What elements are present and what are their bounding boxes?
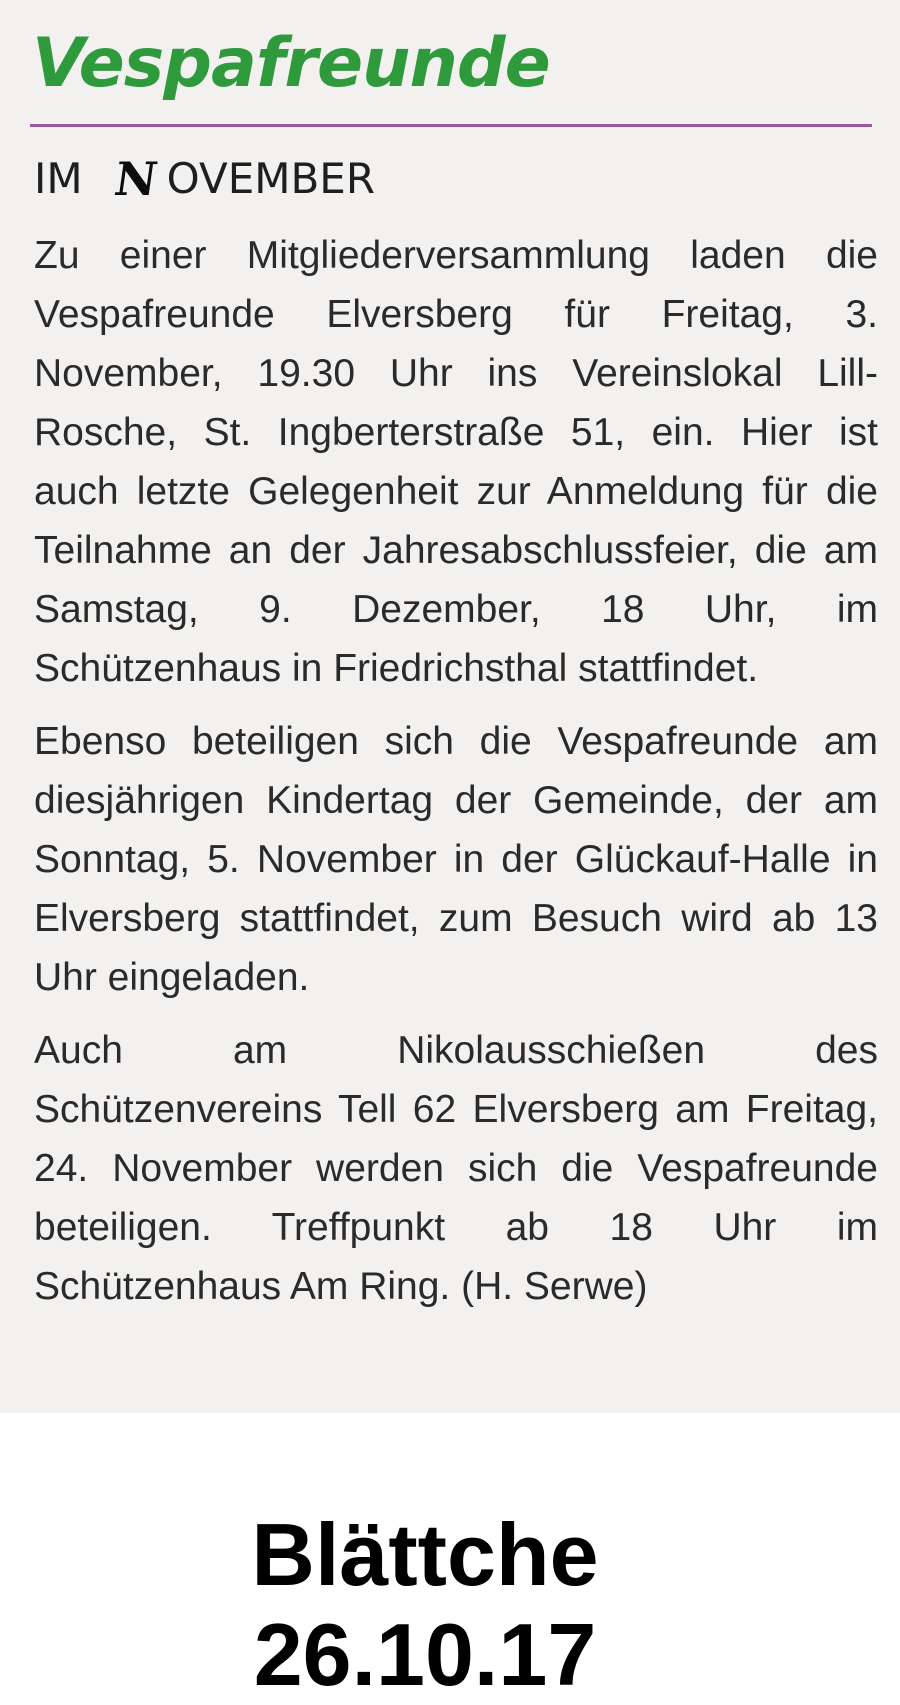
caption-date: 26.10.17 bbox=[253, 1605, 597, 1704]
subheading-rest: OVEMBER bbox=[166, 154, 376, 203]
subheading-initial: N bbox=[110, 152, 161, 206]
source-caption bbox=[0, 1505, 850, 1705]
article-paragraph-3: Auch am Nikolausschießen des Schützenvereins Tell 62 Elversberg am Freitag, 24. November werden sich die Vespafreunde beteiligen. Treffpunkt ab 18 Uhr im Schützenhaus Am Ring. (H. Serwe) bbox=[34, 1029, 878, 1308]
masthead-title: Vespafreunde bbox=[32, 24, 550, 103]
article-paragraph-2: Ebenso beteiligen sich die Vespafreunde am diesjährigen Kindertag der Gemeinde, der am Sonntag, 5. November in der Glückauf-Halle in Elversberg stattfindet, zum Besuch wird ab 13 Uhr eingeladen. bbox=[34, 720, 878, 999]
article-body bbox=[34, 226, 878, 1330]
article-paragraph-1: Zu einer Mitgliederversammlung laden die Vespafreunde Elversberg für Freitag, 3. November, 19.30 Uhr ins Vereinslokal Lill-Rosche, St. Ingberterstraße 51, ein. Hier ist auch letzte Gelegenheit zur Anmeldung für die Teilnahme an der Jahresabschlussfeier, die am Samstag, 9. Dezember, 18 Uhr, im Schützenhaus in Friedrichsthal stattfindet. bbox=[34, 234, 878, 690]
caption-publication: Blättche bbox=[251, 1505, 599, 1604]
masthead-divider bbox=[30, 124, 872, 127]
article-subheading bbox=[34, 152, 376, 206]
subheading-word: IM bbox=[34, 154, 83, 203]
